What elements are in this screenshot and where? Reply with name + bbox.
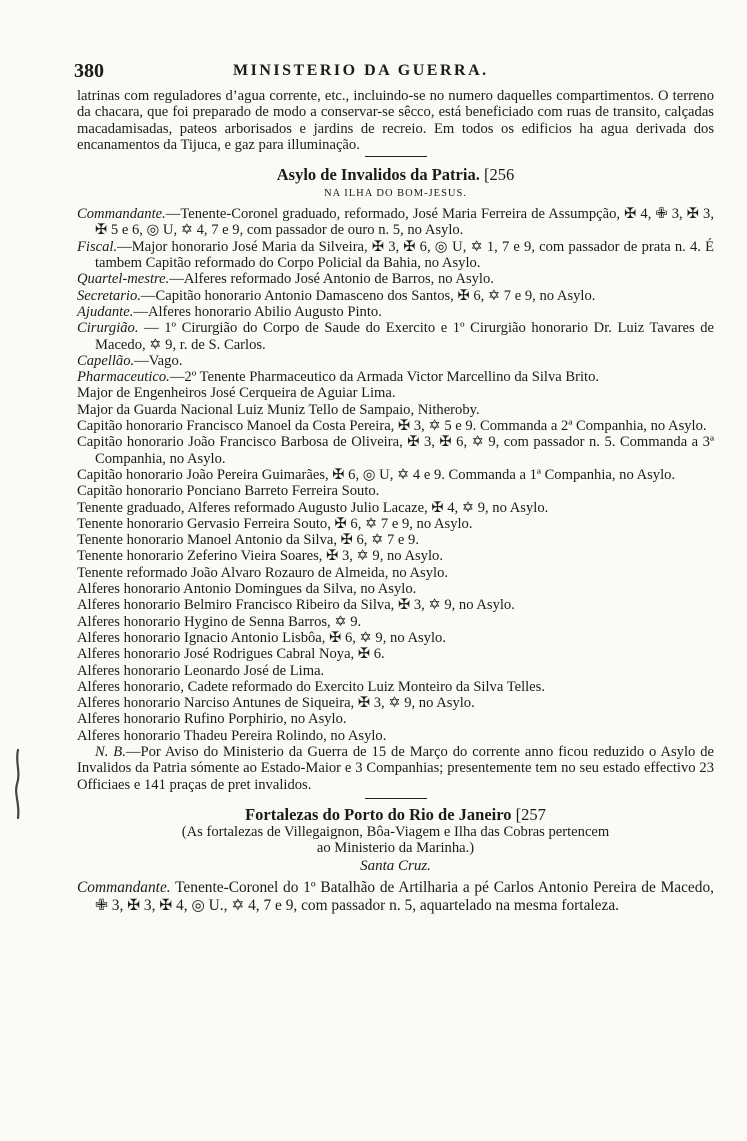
entry-paragraph [77,711,714,727]
page-header [74,60,714,84]
entry-paragraph [77,597,714,613]
entry-label: Capellão. [77,352,135,369]
entry-paragraph [77,516,714,532]
entry-paragraph [77,271,714,287]
entry-text: —Tenente-Coronel graduado, reformado, José Maria Ferreira de Assumpção, ✠ 4, ✙ 3, ✠ 3, ✠ 5 e 6, ◎ U, ✡ 4, 7 e 9, com passador de ouro n. 5, no Asylo. [95,206,714,239]
entry-label: Fiscal. [77,238,118,255]
entry-text: Tenente honorario Gervasio Ferreira Souto, ✠ 6, ✡ 7 e 9, no Asylo. [77,515,473,532]
entry-paragraph [77,630,714,646]
entry-label: Secretario. [77,287,141,304]
entry-text: —Vago. [134,352,183,369]
entry-text: Alferes honorario Antonio Domingues da Silva, no Asylo. [77,581,417,598]
place-heading: Santa Cruz. [360,857,431,874]
entry-text: Alferes honorario Narciso Antunes de Siqueira, ✠ 3, ✡ 9, no Asylo. [77,695,475,712]
entry-text: Major da Guarda Nacional Luiz Muniz Tello de Sampaio, Nitheroby. [77,401,480,418]
intro-paragraph: latrinas com reguladores d’agua corrente, etc., incluindo-se no numero daquelles compartimentos. O terreno da chacara, que foi preparado de modo a conservar-se sêcco, está beneficiado com ruas de transito, calçadas macadamisadas, pateos arborisados e jardins de recreio. Em todos os edificios ha agua derivada dos encanamentos da Tijuca, e gaz para illuminação. [77,88,714,153]
entry-paragraph [77,434,714,467]
entry-paragraph [77,614,714,630]
entry-list [77,206,714,744]
entry-text: Alferes honorario, Cadete reformado do Exercito Luiz Monteiro da Silva Telles. [77,678,545,695]
section-number: [256 [483,165,515,185]
entry-paragraph [77,320,714,353]
entry-text: Tenente honorario Zeferino Vieira Soares, ✠ 3, ✡ 9, no Asylo. [77,548,443,565]
entry-text: Major de Engenheiros José Cerqueira de Aguiar Lima. [77,385,396,402]
entry-paragraph [77,728,714,744]
section-title: Asylo de Invalidos da Patria. [276,165,480,185]
entry-text: Alferes honorario Ignacio Antonio Lisbôa, ✠ 6, ✡ 9, no Asylo. [77,629,446,646]
entry-label: Ajudante. [77,303,134,320]
section-note-line: (As fortalezas de Villegaignon, Bôa-Viagem e Ilha das Cobras pertencem [181,823,610,840]
section-heading [77,805,714,824]
entry-text: Tenente graduado, Alferes reformado Augusto Julio Lacaze, ✠ 4, ✡ 9, no Asylo. [77,499,549,516]
entry-paragraph [77,483,714,499]
entry-text: Alferes honorario Belmiro Francisco Ribeiro da Silva, ✠ 3, ✡ 9, no Asylo. [77,597,515,614]
entry-text: —Alferes honorario Abilio Augusto Pinto. [133,303,382,320]
entry-label: Pharmaceutico. [77,369,170,386]
entry-paragraph [77,385,714,401]
entry-paragraph [77,663,714,679]
page-number: 380 [74,60,104,82]
entry-label: Commandante. [77,878,171,896]
section-divider [365,798,427,799]
entry-paragraph [77,239,714,272]
entry-text: Tenente reformado João Alvaro Rozauro de Almeida, no Asylo. [77,564,449,581]
entry-label: Cirurgião. [77,320,139,337]
entry-text: Capitão honorario João Francisco Barbosa de Oliveira, ✠ 3, ✠ 6, ✡ 9, com passador n. 5. Commanda a 3ª Companhia, no Asylo. [77,434,714,467]
section-heading [77,165,714,184]
entry-paragraph [77,679,714,695]
entry-paragraph [77,288,714,304]
entry-text: —Major honorario José Maria da Silveira, ✠ 3, ✠ 6, ◎ U, ✡ 1, 7 e 9, com passador de prata n. 4. É tambem Capitão reformado do Corpo Policial da Bahia, no Asylo. [95,238,714,272]
entry-text: Tenente honorario Manoel Antonio da Silva, ✠ 6, ✡ 7 e 9. [77,532,419,549]
nota-bene-label: N. B. [95,743,126,760]
entry-text: — 1º Cirurgião do Corpo de Saude do Exercito e 1º Cirurgião honorario Dr. Luiz Tavares de Macedo, ✡ 9, r. de S. Carlos. [95,320,714,353]
entry-paragraph [77,879,714,916]
section-title: Fortalezas do Porto do Rio de Janeiro [245,804,512,824]
margin-ink-mark [12,748,24,820]
nota-bene-paragraph [77,744,714,793]
entry-text: Capitão honorario Ponciano Barreto Ferreira Souto. [77,483,380,500]
entry-paragraph [77,206,714,239]
entry-text: Capitão honorario João Pereira Guimarães, ✠ 6, ◎ U, ✡ 4 e 9. Commanda a 1ª Companhia, no Asylo. [77,466,676,483]
entry-text: Tenente-Coronel do 1º Batalhão de Artilharia a pé Carlos Antonio Pereira de Macedo, ✙ 3, ✠ 3, ✠ 4, ◎ U., ✡ 4, 7 e 9, com passador n. 5, aquartelado na mesma fortaleza. [95,878,714,915]
running-title: MINISTERIO DA GUERRA. [233,62,489,79]
entry-paragraph [77,581,714,597]
entry-paragraph [77,695,714,711]
entry-text: —Alferes reformado José Antonio de Barros, no Asylo. [169,271,494,288]
entry-paragraph [77,402,714,418]
page-content [77,88,714,916]
section-number: [257 [515,804,546,824]
entry-paragraph [77,353,714,369]
entry-text: Capitão honorario Francisco Manoel da Costa Pereira, ✠ 3, ✡ 5 e 9. Commanda a 2ª Companhia, no Asylo. [77,418,707,435]
entry-text: Alferes honorario Thadeu Pereira Rolindo, no Asylo. [77,727,387,744]
entry-text: Alferes honorario Leonardo José de Lima. [77,662,325,679]
entry-text: Alferes honorario José Rodrigues Cabral Noya, ✠ 6. [77,646,385,663]
entry-paragraph [77,500,714,516]
entry-label: Commandante. [77,206,166,223]
section-note-line: ao Ministerio da Marinha.) [316,839,475,856]
entry-paragraph [77,418,714,434]
entry-text: Alferes honorario Hygino de Senna Barros, ✡ 9. [77,613,362,630]
entry-paragraph [77,467,714,483]
section-divider [365,156,427,157]
nota-bene-text: —Por Aviso do Ministerio da Guerra de 15 de Março do corrente anno ficou reduzido o Asylo de Invalidos da Patria sómente ao Estado-Maior e 3 Companhias; presentemente tem no seu estado effectivo 23 Officiaes e 141 praças de pret invalidos. [77,743,715,793]
section-subtitle: NA ILHA DO BOM-JESUS. [324,188,467,200]
entry-text: Alferes honorario Rufino Porphirio, no Asylo. [77,711,347,728]
entry-text: —Capitão honorario Antonio Damasceno dos Santos, ✠ 6, ✡ 7 e 9, no Asylo. [140,287,596,304]
entry-paragraph [77,304,714,320]
entry-paragraph [77,532,714,548]
entry-text: —2º Tenente Pharmaceutico da Armada Victor Marcellino da Silva Brito. [169,369,600,386]
entry-paragraph [77,646,714,662]
entry-paragraph [77,565,714,581]
entry-paragraph [77,369,714,385]
entry-paragraph [77,548,714,564]
entry-label: Quartel-mestre. [77,271,170,288]
